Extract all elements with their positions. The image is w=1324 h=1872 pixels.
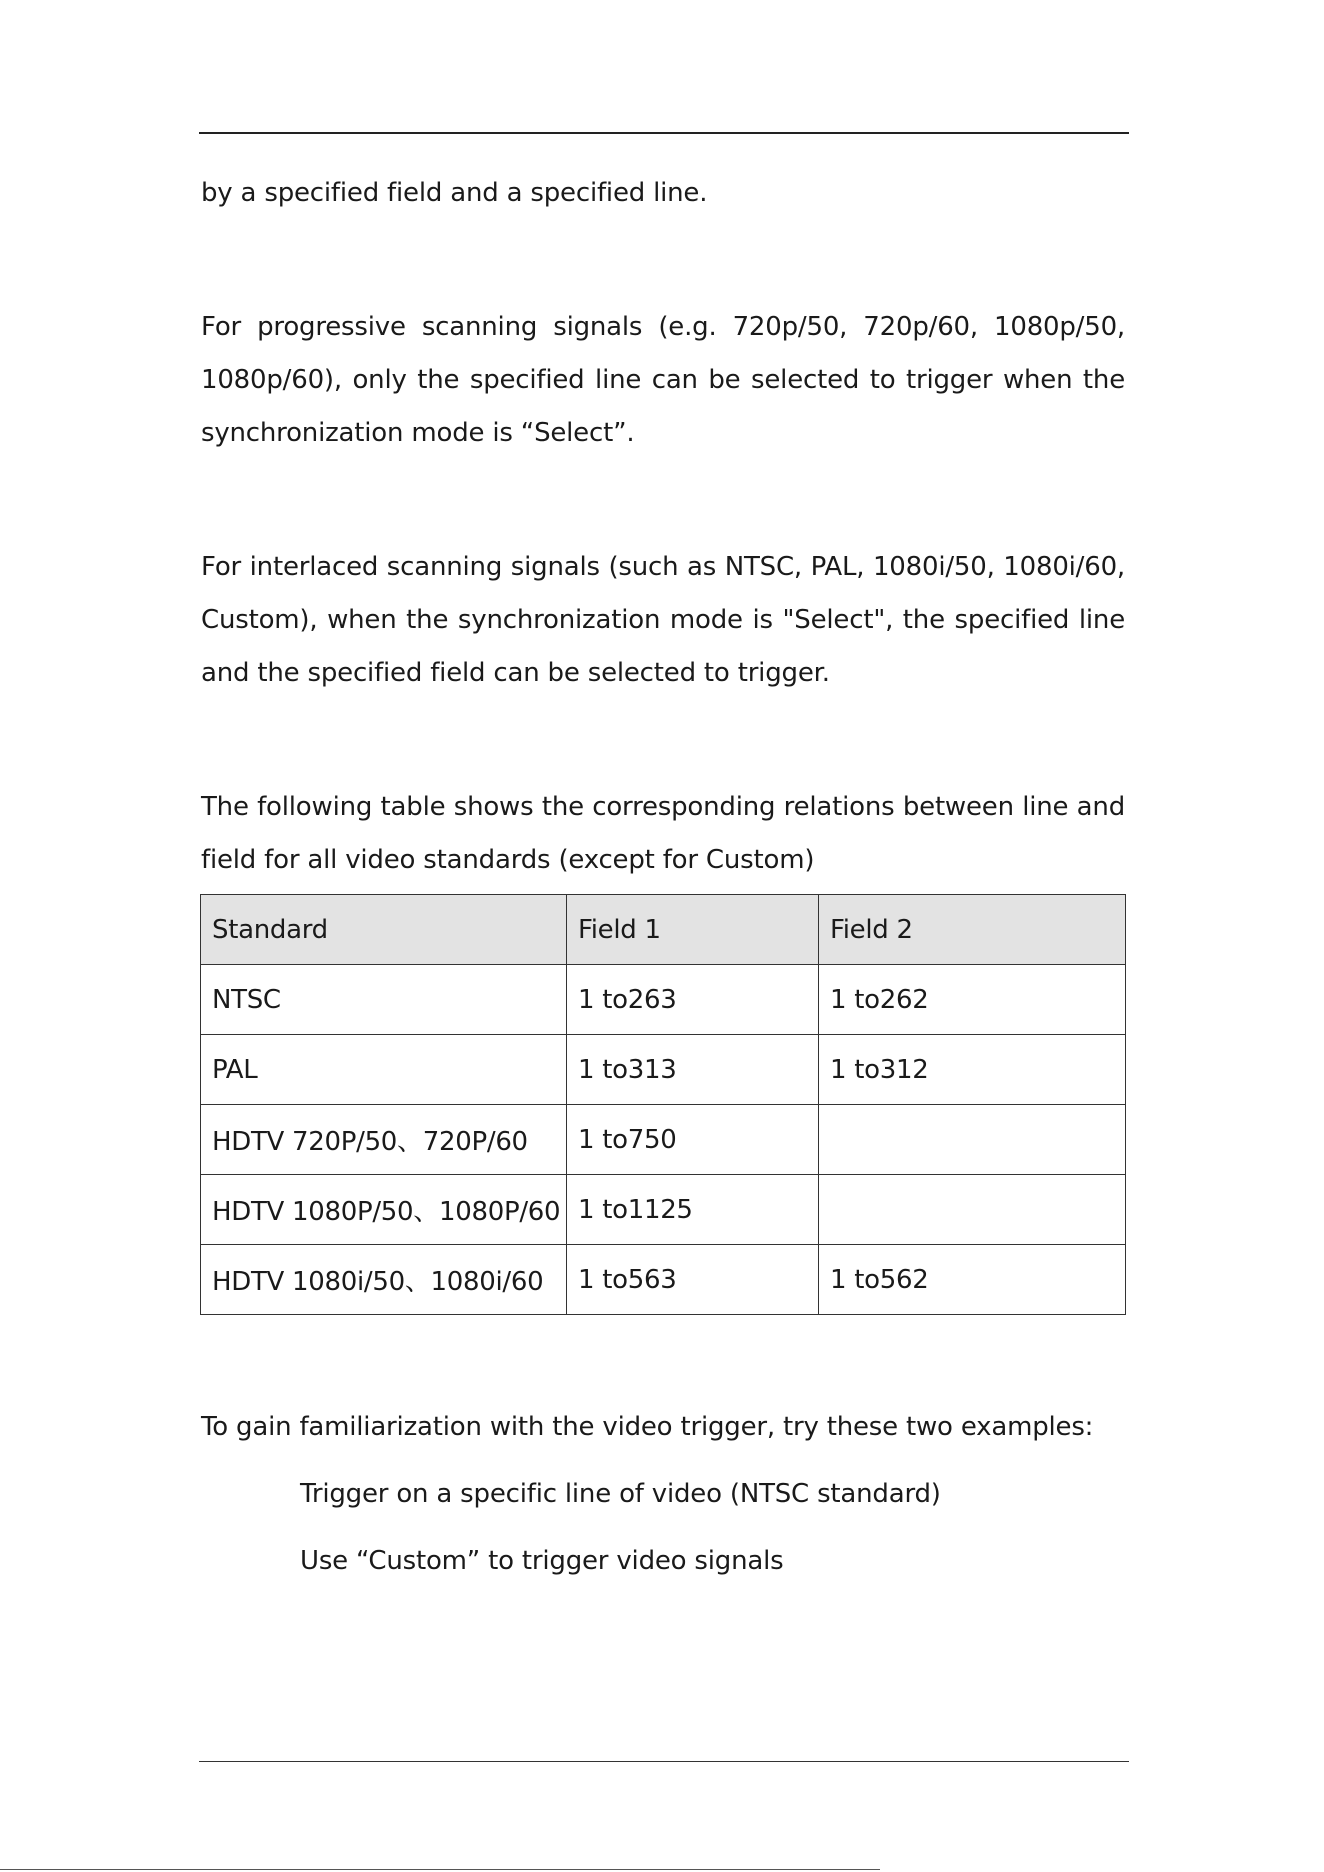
cell-field-2: 1 to262 [819,965,1126,1035]
header-rule [199,132,1129,134]
cell-field-2 [819,1175,1126,1245]
example-custom-trigger: Use “Custom” to trigger video signals [300,1546,784,1576]
cell-field-2: 1 to562 [819,1245,1126,1315]
cell-field-2: 1 to312 [819,1035,1126,1105]
page-edge-rule [0,1869,880,1870]
cell-standard: HDTV 1080i/50、1080i/60 [201,1245,567,1315]
cell-field-1: 1 to313 [567,1035,819,1105]
cell-field-1: 1 to563 [567,1245,819,1315]
footer-rule [199,1761,1129,1762]
table-header-row [201,895,1126,965]
table-row [201,1105,1126,1175]
paragraph-table-intro: The following table shows the corresponding relations between line and field for all video standards (except for Custom) [201,792,1125,875]
table-row [201,1035,1126,1105]
header-standard: Standard [201,895,567,965]
header-field-1: Field 1 [567,895,819,965]
line-field-table [200,894,1126,1315]
header-field-2: Field 2 [819,895,1126,965]
cell-standard: NTSC [201,965,567,1035]
paragraph-interlaced-scanning: For interlaced scanning signals (such as NTSC, PAL, 1080i/50, 1080i/60, Custom), when the synchronization mode is "Select", the specified line and the specified field can be selected to trigger. [201,552,1125,688]
cell-field-1: 1 to263 [567,965,819,1035]
cell-standard: HDTV 720P/50、720P/60 [201,1105,567,1175]
table-row [201,1175,1126,1245]
cell-standard: HDTV 1080P/50、1080P/60 [201,1175,567,1245]
table-row [201,965,1126,1035]
cell-field-1: 1 to750 [567,1105,819,1175]
cell-field-2 [819,1105,1126,1175]
cell-standard: PAL [201,1035,567,1105]
table-row [201,1245,1126,1315]
example-ntsc-line-trigger: Trigger on a specific line of video (NTSC standard) [300,1479,941,1509]
paragraph-continuation: by a specified field and a specified line. [201,178,708,208]
paragraph-progressive-scanning: For progressive scanning signals (e.g. 720p/50, 720p/60, 1080p/50, 1080p/60), only the specified line can be selected to trigger when the synchronization mode is “Select”. [201,312,1125,448]
paragraph-examples-intro: To gain familiarization with the video trigger, try these two examples: [201,1412,1094,1442]
cell-field-1: 1 to1125 [567,1175,819,1245]
